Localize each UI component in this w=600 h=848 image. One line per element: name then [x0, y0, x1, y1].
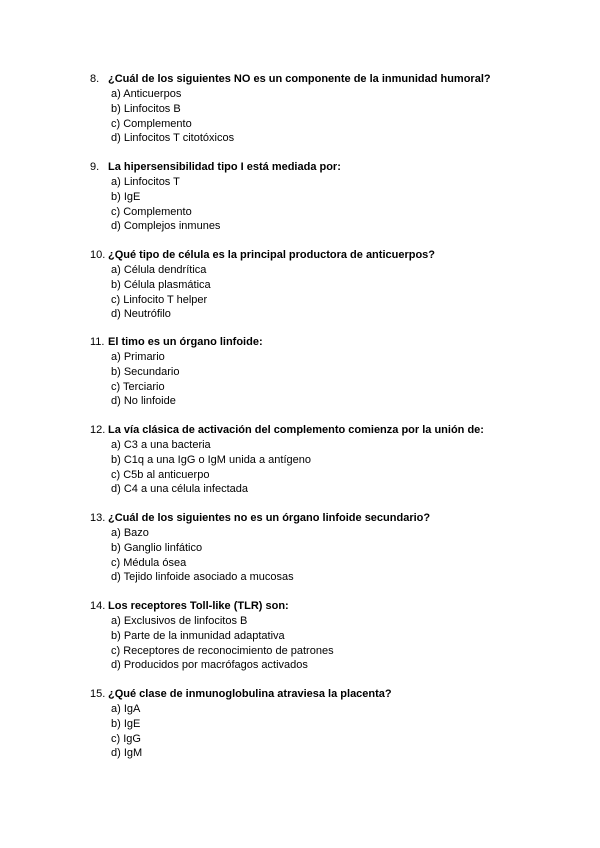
option-b: b) Secundario — [111, 365, 180, 378]
option-d: d) Neutrófilo — [111, 308, 171, 321]
question-title — [90, 72, 570, 86]
option-c: c) Terciario — [111, 380, 165, 393]
option-d: d) Linfocitos T citotóxicos — [111, 132, 235, 145]
question-9 — [90, 160, 570, 234]
option-a: a) Exclusivos de linfocitos B — [111, 615, 248, 627]
option-list — [90, 614, 570, 673]
option-list — [90, 438, 570, 497]
option-d: d) Tejido linfoide asociado a mucosas — [111, 571, 294, 584]
question-stem: La hipersensibilidad tipo I está mediada por: — [108, 161, 341, 173]
question-14 — [90, 599, 570, 673]
question-15 — [90, 687, 570, 761]
option-list — [90, 87, 570, 146]
option-c: c) Complemento — [111, 117, 192, 130]
question-stem: ¿Cuál de los siguientes NO es un componente de la inmunidad humoral? — [108, 73, 491, 85]
option-b: b) IgE — [111, 717, 141, 730]
option-d: d) IgM — [111, 747, 143, 760]
question-title — [90, 511, 570, 525]
option-a: a) Anticuerpos — [111, 88, 182, 100]
question-8 — [90, 72, 570, 146]
question-12 — [90, 423, 570, 497]
option-c: c) C5b al anticuerpo — [111, 468, 210, 481]
option-list — [90, 350, 570, 409]
option-a: a) Célula dendrítica — [111, 264, 207, 276]
option-a: a) Primario — [111, 351, 165, 363]
option-c: c) Receptores de reconocimiento de patrones — [111, 644, 334, 657]
option-list — [90, 263, 570, 322]
option-d: d) Complejos inmunes — [111, 220, 221, 233]
option-list — [90, 175, 570, 234]
question-stem: El timo es un órgano linfoide: — [108, 336, 263, 348]
question-title — [90, 687, 570, 701]
option-list — [90, 702, 570, 761]
question-number: 11. — [90, 336, 105, 348]
question-number: 10. — [90, 249, 106, 261]
question-10 — [90, 248, 570, 322]
option-a: a) Linfocitos T — [111, 176, 180, 188]
option-a: a) Bazo — [111, 527, 149, 539]
option-b: b) Linfocitos B — [111, 102, 181, 115]
option-d: d) Producidos por macrófagos activados — [111, 659, 308, 672]
question-title — [90, 423, 570, 437]
question-stem: ¿Cuál de los siguientes no es un órgano linfoide secundario? — [108, 512, 431, 524]
question-number: 13. — [90, 512, 106, 524]
option-a: a) C3 a una bacteria — [111, 439, 211, 451]
option-d: d) No linfoide — [111, 395, 176, 408]
question-title — [90, 248, 570, 262]
question-stem: La vía clásica de activación del complemento comienza por la unión de: — [108, 424, 484, 436]
question-11 — [90, 335, 570, 409]
option-a: a) IgA — [111, 703, 141, 715]
question-number: 12. — [90, 424, 106, 436]
option-c: c) IgG — [111, 732, 141, 745]
option-b: b) Célula plasmática — [111, 278, 211, 291]
option-c: c) Médula ósea — [111, 556, 187, 569]
question-stem: ¿Qué tipo de célula es la principal productora de anticuerpos? — [108, 249, 436, 261]
question-stem: ¿Qué clase de inmunoglobulina atraviesa la placenta? — [108, 688, 392, 700]
option-b: b) IgE — [111, 190, 141, 203]
question-number: 9. — [90, 161, 100, 173]
option-b: b) C1q a una IgG o IgM unida a antígeno — [111, 453, 311, 466]
option-c: c) Complemento — [111, 205, 192, 218]
question-number: 14. — [90, 600, 106, 612]
question-title — [90, 335, 570, 349]
question-title — [90, 599, 570, 613]
question-number: 8. — [90, 73, 100, 85]
option-b: b) Ganglio linfático — [111, 541, 203, 554]
option-d: d) C4 a una célula infectada — [111, 483, 248, 496]
question-13 — [90, 511, 570, 585]
question-title — [90, 160, 570, 174]
question-stem: Los receptores Toll-like (TLR) son: — [108, 600, 289, 612]
option-b: b) Parte de la inmunidad adaptativa — [111, 629, 285, 642]
question-number: 15. — [90, 688, 106, 700]
option-list — [90, 526, 570, 585]
option-c: c) Linfocito T helper — [111, 293, 208, 306]
